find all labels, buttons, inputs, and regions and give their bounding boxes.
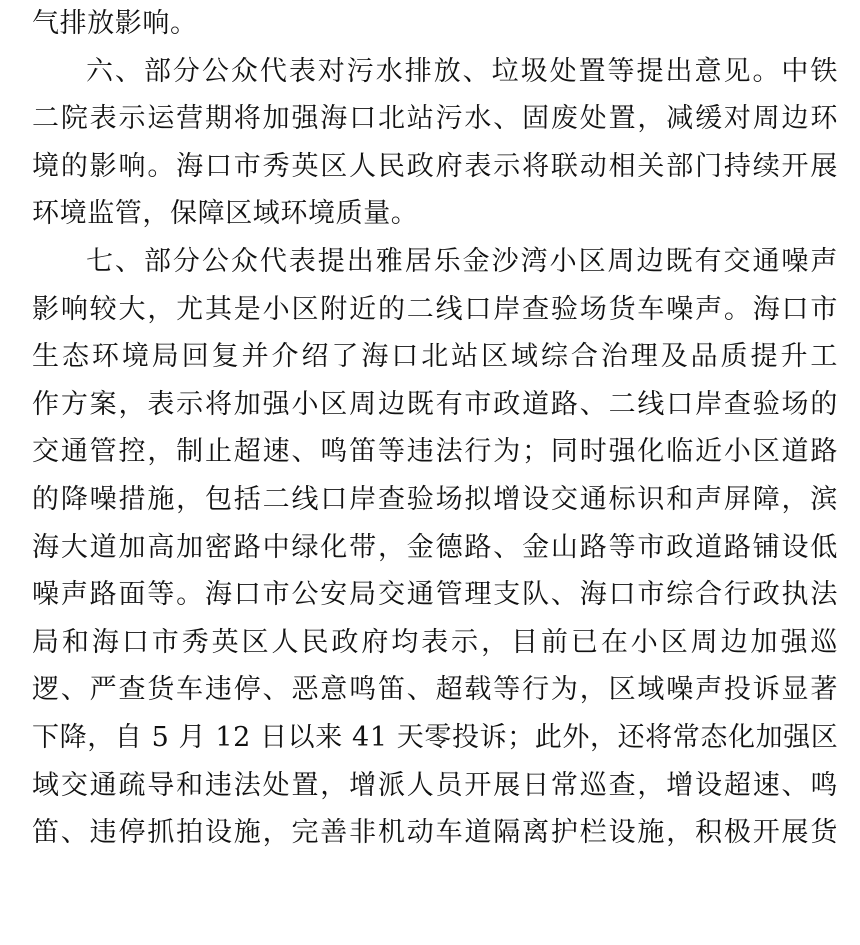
text-line: 逻、严查货车违停、恶意鸣笛、超载等行为，区域噪声投诉显著 [32,674,838,706]
text-line: 气排放影响。 [32,8,198,39]
text-line: 笛、违停抓拍设施，完善非机动车道隔离护栏设施，积极开展货 [32,817,838,849]
text-line: 海大道加高加密路中绿化带，金德路、金山路等市政道路铺设低 [32,531,838,563]
text-line: 二院表示运营期将加强海口北站污水、固废处置，减缓对周边环 [32,103,838,135]
text-line: 下降，自 5 月 12 日以来 41 天零投诉；此外，还将常态化加强区 [32,721,839,753]
text-line: 生态环境局回复并介绍了海口北站区域综合治理及品质提升工 [32,341,838,373]
text-line: 局和海口市秀英区人民政府均表示，目前已在小区周边加强巡 [32,626,838,658]
text-line: 作方案，表示将加强小区周边既有市政道路、二线口岸查验场的 [32,388,838,420]
paragraph-first-line: 六、部分公众代表对污水排放、垃圾处置等提出意见。中铁 [86,55,838,87]
paragraph-first-line: 七、部分公众代表提出雅居乐金沙湾小区周边既有交通噪声 [86,245,838,277]
text-line: 噪声路面等。海口市公安局交通管理支队、海口市综合行政执法 [32,579,838,611]
text-line: 交通管控，制止超速、鸣笛等违法行为；同时强化临近小区道路 [32,436,838,468]
text-line: 境的影响。海口市秀英区人民政府表示将联动相关部门持续开展 [32,150,838,182]
text-line: 域交通疏导和违法处置，增派人员开展日常巡查，增设超速、鸣 [32,769,838,801]
text-line: 影响较大，尤其是小区附近的二线口岸查验场货车噪声。海口市 [32,293,838,325]
text-line: 环境监管，保障区域环境质量。 [32,198,419,230]
text-line: 的降噪措施，包括二线口岸查验场拟增设交通标识和声屏障，滨 [32,483,838,515]
document-body [32,0,838,857]
